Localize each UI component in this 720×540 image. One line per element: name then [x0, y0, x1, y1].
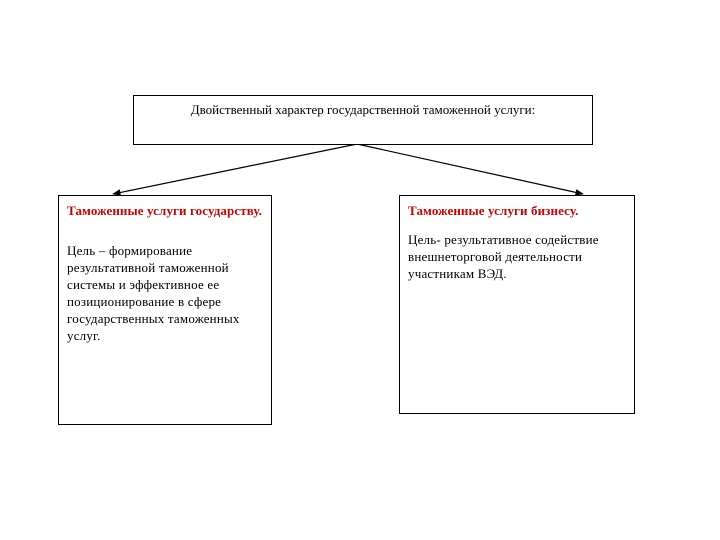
state-services-title: Таможенные услуги государству.: [67, 203, 263, 218]
state-services-box: [58, 195, 272, 425]
business-services-box: [399, 195, 635, 414]
business-services-goal: Цель- результативное содействие внешнеторговой деятельности участникам ВЭД.: [408, 232, 599, 281]
arrow-to-left-box: [113, 144, 357, 194]
root-box: [133, 95, 593, 145]
root-title: Двойственный характер государственной таможенной услуги:: [190, 102, 536, 117]
state-services-goal: Цель – формирование результативной таможенной системы и эффективное ее позиционирование в сфере государственных таможенных услуг.: [67, 243, 240, 343]
business-services-title: Таможенные услуги бизнесу.: [408, 203, 579, 218]
arrow-to-right-box: [357, 144, 583, 194]
